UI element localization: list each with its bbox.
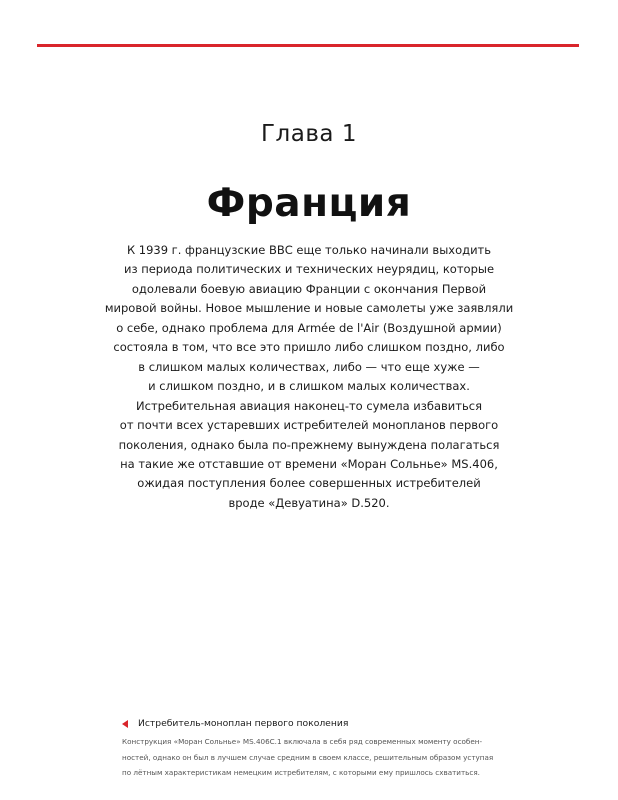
intro-line: на такие же отставшие от времени «Моран Сольнье» MS.406, xyxy=(120,456,498,471)
caption-body xyxy=(122,734,522,781)
caption-title: Истребитель-моноплан первого поколения xyxy=(138,718,349,729)
intro-paragraph xyxy=(98,241,520,513)
intro-line: о себе, однако проблема для Armée de l'Air (Воздушной армии) xyxy=(116,320,502,335)
caption-line: Конструкция «Моран Сольнье» MS.406C.1 включала в себя ряд современных моменту особен- xyxy=(122,737,483,746)
top-red-rule xyxy=(37,44,579,47)
figure-caption xyxy=(122,717,522,781)
intro-line: К 1939 г. французские ВВС еще только начинали выходить xyxy=(126,243,492,257)
intro-line: ожидая поступления более совершенных истребителей xyxy=(137,476,481,491)
intro-line: вроде «Девуатина» D.520. xyxy=(228,495,390,510)
triangle-left-icon xyxy=(122,720,128,728)
caption-line: ностей, однако он был в лучшем случае средним в своем классе, решительным образом уступая xyxy=(122,752,494,762)
intro-line: в слишком малых количествах, либо — что еще хуже — xyxy=(138,359,480,374)
intro-line: и слишком поздно, и в слишком малых количествах. xyxy=(148,379,470,394)
chapter-title: Франция xyxy=(206,181,412,226)
chapter-number: Глава 1 xyxy=(261,121,357,147)
intro-line: мировой войны. Новое мышление и новые самолеты уже заявляли xyxy=(104,301,514,316)
intro-line: Истребительная авиация наконец-то сумела избавиться xyxy=(136,398,482,413)
intro-line: поколения, однако была по-прежнему вынуждена полагаться xyxy=(118,437,500,452)
caption-heading xyxy=(122,717,522,731)
intro-line: одолевали боевую авиацию Франции с окончания Первой xyxy=(131,281,487,296)
intro-line: из периода политических и технических неурядиц, которые xyxy=(123,262,495,277)
caption-line: по лётным характеристикам немецким истребителям, с которыми ему пришлось схватиться. xyxy=(122,768,480,777)
intro-line: от почти всех устаревших истребителей монопланов первого xyxy=(119,418,499,433)
intro-line: состояла в том, что все это пришло либо слишком поздно, либо xyxy=(113,340,505,355)
